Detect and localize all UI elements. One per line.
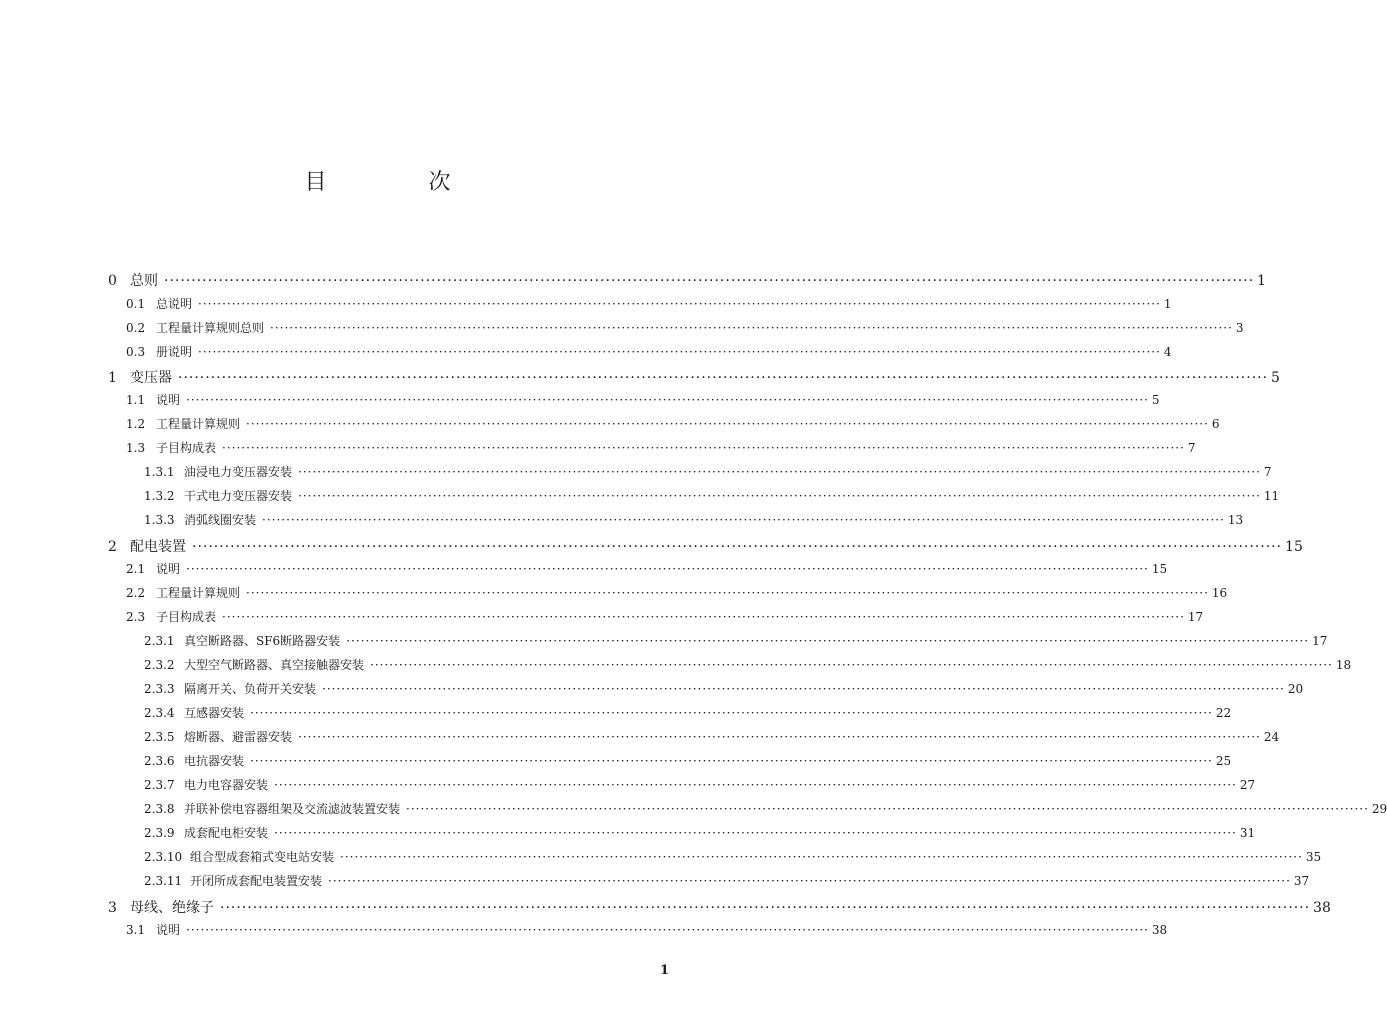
- toc-label: 隔离开关、负荷开关安装: [184, 682, 317, 696]
- toc-entry[interactable]: [144, 752, 1232, 769]
- toc-entry[interactable]: [108, 367, 1280, 387]
- toc-label: 子目构成表: [156, 441, 217, 455]
- toc-leader: ········································································································································································································: [298, 489, 1261, 503]
- toc-page: 38: [1313, 900, 1331, 916]
- toc-entry[interactable]: [126, 295, 1172, 312]
- toc-label: 说明: [156, 562, 181, 576]
- toc-number: 1.2: [126, 417, 146, 431]
- toc-page: 15: [1151, 562, 1168, 576]
- toc-page: 17: [1312, 634, 1328, 648]
- toc-entry[interactable]: [144, 463, 1272, 480]
- toc-number: 0.2: [126, 321, 146, 335]
- toc-leader: ········································································································································································································: [322, 682, 1285, 696]
- toc-number: 2.3.8: [144, 802, 175, 816]
- toc-entry[interactable]: [126, 608, 1204, 625]
- toc-page: 5: [1271, 370, 1280, 386]
- toc-leader: ········································································································································································································: [186, 562, 1149, 576]
- toc-page: 6: [1211, 417, 1220, 431]
- toc-label: 总则: [130, 273, 158, 289]
- toc-entry[interactable]: [126, 560, 1168, 577]
- toc-leader: ········································································································································································································: [186, 923, 1149, 937]
- toc-entry[interactable]: [126, 584, 1228, 601]
- toc-number: 3: [108, 900, 117, 916]
- toc-leader: ········································································································································································································: [198, 297, 1161, 311]
- toc-leader: ········································································································································································································: [250, 754, 1213, 768]
- toc-leader: ········································································································································································································: [270, 321, 1233, 335]
- toc-leader: ········································································································································································································: [250, 706, 1213, 720]
- toc-entry[interactable]: [126, 439, 1196, 456]
- toc-page: 13: [1227, 513, 1244, 527]
- toc-label: 工程量计算规则总则: [156, 321, 265, 335]
- toc-page: 25: [1215, 754, 1232, 768]
- toc-leader: ········································································································································································································: [192, 539, 1283, 555]
- toc-label: 配电装置: [130, 539, 186, 555]
- toc-page: 27: [1239, 778, 1256, 792]
- toc-label: 组合型成套箱式变电站安装: [190, 850, 335, 864]
- toc-number: 2.3.10: [144, 850, 183, 864]
- toc-leader: ········································································································································································································: [406, 802, 1369, 816]
- toc-leader: ········································································································································································································: [246, 586, 1209, 600]
- toc-leader: ········································································································································································································: [186, 393, 1149, 407]
- toc-number: 0.3: [126, 345, 146, 359]
- toc-leader: ········································································································································································································: [346, 634, 1310, 648]
- toc-number: 0.1: [126, 297, 146, 311]
- toc-page: 1: [1257, 273, 1266, 289]
- toc-entry[interactable]: [144, 680, 1304, 697]
- toc-number: 2.3.11: [144, 874, 183, 888]
- toc-number: 2.1: [126, 562, 146, 576]
- toc-label: 变压器: [130, 370, 172, 386]
- toc-page: 11: [1263, 489, 1280, 503]
- toc-leader: ········································································································································································································: [220, 900, 1311, 916]
- toc-leader: ········································································································································································································: [246, 417, 1209, 431]
- toc-number: 2.2: [126, 586, 146, 600]
- toc-label: 说明: [156, 393, 181, 407]
- toc-entry[interactable]: [126, 319, 1244, 336]
- toc-label: 成套配电柜安装: [184, 826, 269, 840]
- toc-number: 2.3.7: [144, 778, 175, 792]
- toc-leader: ········································································································································································································: [222, 610, 1185, 624]
- toc-page: 7: [1187, 441, 1196, 455]
- toc-page: 18: [1335, 658, 1352, 672]
- toc-number: 2: [108, 539, 117, 555]
- toc-entry[interactable]: [144, 511, 1244, 528]
- toc-entry[interactable]: [144, 656, 1352, 673]
- toc-page: 31: [1239, 826, 1256, 840]
- toc-label: 真空断路器、SF6断路器安装: [184, 634, 341, 648]
- toc-number: 2.3.9: [144, 826, 175, 840]
- toc-number: 3.1: [126, 923, 146, 937]
- toc-leader: ········································································································································································································: [262, 513, 1225, 527]
- toc-label: 消弧线圈安装: [184, 513, 257, 527]
- toc-entry[interactable]: [144, 776, 1256, 793]
- toc-label: 互感器安装: [184, 706, 245, 720]
- toc-leader: ········································································································································································································: [370, 658, 1333, 672]
- toc-number: 0: [108, 273, 117, 289]
- toc-entry[interactable]: [144, 824, 1256, 841]
- toc-label: 子目构成表: [156, 610, 217, 624]
- toc-leader: ········································································································································································································: [298, 730, 1261, 744]
- toc-number: 1: [108, 370, 117, 386]
- toc-label: 大型空气断路器、真空接触器安装: [184, 658, 365, 672]
- toc-leader: ········································································································································································································: [274, 826, 1237, 840]
- toc-number: 1.3.1: [144, 465, 175, 479]
- toc-label: 电力电容器安装: [184, 778, 269, 792]
- toc-label: 工程量计算规则: [156, 586, 241, 600]
- toc-entry[interactable]: [144, 704, 1232, 721]
- toc-entry[interactable]: [144, 728, 1280, 745]
- toc-entry[interactable]: [108, 536, 1303, 556]
- toc-page: 3: [1235, 321, 1244, 335]
- toc-page: 24: [1263, 730, 1280, 744]
- toc-page: 4: [1163, 345, 1172, 359]
- toc-page: 20: [1287, 682, 1304, 696]
- toc-leader: ········································································································································································································: [178, 370, 1269, 386]
- toc-page: 15: [1285, 539, 1303, 555]
- page-number: 1: [660, 963, 670, 978]
- page-title: 目 次: [304, 170, 491, 195]
- toc-page: 17: [1187, 610, 1204, 624]
- toc-label: 说明: [156, 923, 181, 937]
- toc-page: 35: [1305, 850, 1322, 864]
- toc-page: 29: [1371, 802, 1387, 816]
- toc-number: 2.3.5: [144, 730, 175, 744]
- toc-label: 并联补偿电容器组架及交流滤波装置安装: [184, 802, 401, 816]
- toc-leader: ········································································································································································································: [274, 778, 1237, 792]
- toc-page: 7: [1263, 465, 1272, 479]
- toc-entry[interactable]: [144, 872, 1310, 889]
- toc-label: 干式电力变压器安装: [184, 489, 293, 503]
- toc-number: 1.3.3: [144, 513, 175, 527]
- toc-page: 37: [1293, 874, 1310, 888]
- toc-leader: ········································································································································································································: [164, 273, 1255, 289]
- toc-entry[interactable]: [108, 270, 1266, 290]
- toc-number: 1.3: [126, 441, 146, 455]
- toc-entry[interactable]: [144, 632, 1328, 649]
- toc-number: 2.3: [126, 610, 146, 624]
- toc-label: 总说明: [156, 297, 193, 311]
- toc-entry[interactable]: [126, 921, 1168, 938]
- toc-label: 电抗器安装: [184, 754, 245, 768]
- toc-page: 5: [1151, 393, 1160, 407]
- toc-entry[interactable]: [126, 343, 1172, 360]
- toc-entry[interactable]: [108, 897, 1331, 917]
- toc-leader: ········································································································································································································: [222, 441, 1185, 455]
- toc-number: 1.3.2: [144, 489, 175, 503]
- toc-entry[interactable]: [144, 800, 1387, 817]
- toc-page: 38: [1151, 923, 1168, 937]
- toc-entry[interactable]: [126, 415, 1220, 432]
- toc-leader: ········································································································································································································: [340, 850, 1303, 864]
- toc-label: 熔断器、避雷器安装: [184, 730, 293, 744]
- toc-number: 2.3.4: [144, 706, 175, 720]
- toc-number: 2.3.2: [144, 658, 175, 672]
- toc-entry[interactable]: [144, 487, 1280, 504]
- toc-label: 母线、绝缘子: [130, 900, 214, 916]
- toc-number: 2.3.3: [144, 682, 175, 696]
- toc-number: 2.3.6: [144, 754, 175, 768]
- toc-leader: ········································································································································································································: [198, 345, 1161, 359]
- toc-label: 油浸电力变压器安装: [184, 465, 293, 479]
- toc-label: 开闭所成套配电装置安装: [190, 874, 323, 888]
- toc-entry[interactable]: [144, 848, 1322, 865]
- toc-page: 16: [1211, 586, 1228, 600]
- toc-leader: ········································································································································································································: [298, 465, 1261, 479]
- toc-leader: ········································································································································································································: [328, 874, 1291, 888]
- toc-number: 1.1: [126, 393, 146, 407]
- toc-page: 22: [1215, 706, 1232, 720]
- toc-label: 册说明: [156, 345, 193, 359]
- toc-page: 1: [1163, 297, 1172, 311]
- toc-label: 工程量计算规则: [156, 417, 241, 431]
- toc-entry[interactable]: [126, 391, 1160, 408]
- toc-number: 2.3.1: [144, 634, 175, 648]
